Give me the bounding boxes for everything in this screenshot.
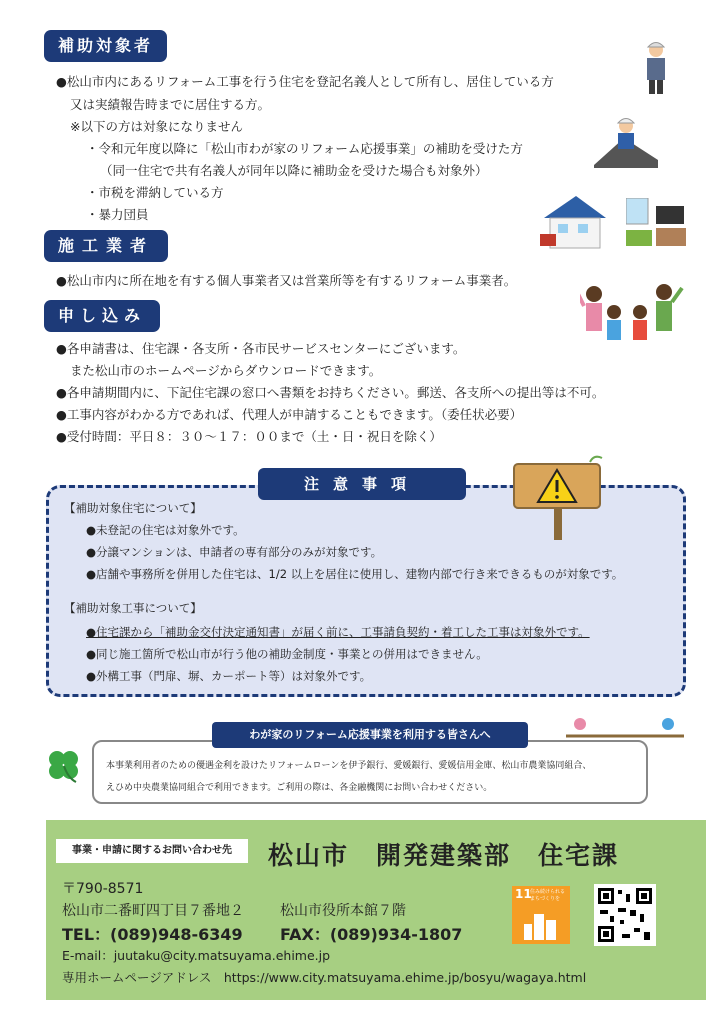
warning-sign-icon [512, 454, 608, 540]
apply-line: ●工事内容がわかる方であれば、代理人が申請することもできます。（委任状必要） [56, 407, 523, 422]
homepage-link[interactable]: 専用ホームページアドレス https://www.city.matsuyama.ehime.jp/bosyu/wagaya.html [62, 970, 587, 985]
notice-title: 注意事項 [258, 468, 466, 500]
target-line: （同一住宅で共有名義人が同年以降に補助金を受けた場合も対象外） [100, 163, 488, 178]
target-line: ・令和元年度以降に「松山市わが家のリフォーム応援事業」の補助を受けた方 [86, 141, 523, 156]
roofer-illustration [594, 110, 658, 168]
living-room-illustration [626, 198, 690, 250]
worker-illustration [640, 38, 672, 96]
house-item: ●未登記の住宅は対象外です。 [86, 523, 245, 537]
sdg-11-badge [512, 886, 570, 944]
work-item: ●外構工事（門扉、塀、カーポート等）は対象外です。 [86, 669, 372, 683]
birds-on-branch-illustration [566, 712, 686, 740]
building: 松山市役所本館７階 [280, 903, 406, 919]
house-heading: 【補助対象住宅について】 [64, 501, 202, 515]
contact-org: 松山市 開発建築部 住宅課 [268, 841, 620, 870]
loan-banner: わが家のリフォーム応援事業を利用する皆さんへ [212, 722, 528, 748]
target-line: 又は実績報告時までに居住する方。 [70, 97, 271, 112]
apply-line: ●受付時間：平日８：３０～１７：００まで（土・日・祝日を除く） [56, 429, 442, 444]
apply-line: ●各申請期間内に、下記住宅課の窓口へ書類をお持ちください。郵送、各支所への提出等は不可。 [56, 385, 605, 400]
postal-code: 〒790-8571 [62, 881, 144, 897]
address: 松山市二番町四丁目７番地２ [62, 903, 244, 919]
qr-code[interactable] [594, 884, 656, 946]
contact-footer [46, 820, 706, 1000]
work-item: ●同じ施工箇所で松山市が行う他の補助金制度・事業との併用はできません。 [86, 647, 488, 661]
clover-icon [44, 746, 84, 786]
fax: FAX：(089)934-1807 [280, 925, 463, 944]
house-illustration [538, 192, 608, 250]
city-buildings-icon [522, 912, 560, 940]
target-line: ※以下の方は対象になりません [70, 119, 243, 134]
section-contractor-heading: 施工業者 [44, 230, 168, 262]
loan-line: えひめ中央農業協同組合で利用できます。ご利用の際は、各金融機関にお問い合わせください。 [106, 783, 493, 793]
target-line: ・暴力団員 [86, 207, 149, 222]
house-item: ●分譲マンションは、申請者の専有部分のみが対象です。 [86, 545, 383, 559]
loan-line: 本事業利用者のための優遇金利を設けたリフォームローンを伊予銀行、愛媛銀行、愛媛信用金庫、松山市農業協同組合、 [106, 761, 592, 771]
email-link[interactable]: E-mail：juutaku@city.matsuyama.ehime.jp [62, 948, 331, 963]
loan-info-box [92, 740, 648, 804]
tel: TEL：(089)948-6349 [62, 925, 243, 944]
apply-line: また松山市のホームページからダウンロードできます。 [70, 363, 382, 378]
work-item: ●住宅課から「補助金交付決定通知書」が届く前に、工事請負契約・着工した工事は対象外です。 [86, 625, 590, 639]
house-item: ●店舗や事務所を併用した住宅は、1/2 以上を居住に使用し、建物内部で行き来できるものが対象です。 [86, 567, 624, 581]
section-target-heading: 補助対象者 [44, 30, 167, 62]
contractor-line: ●松山市内に所在地を有する個人事業者又は営業所等を有するリフォーム事業者。 [56, 273, 517, 288]
target-line: ・市税を滞納している方 [86, 185, 224, 200]
sdg-text: 住み続けられるまちづくりを [530, 889, 566, 902]
work-heading: 【補助対象工事について】 [64, 601, 202, 615]
sdg-number: 11 [515, 887, 532, 901]
apply-line: ●各申請書は、住宅課・各支所・各市民サービスセンターにございます。 [56, 341, 466, 356]
contact-tag: 事業・申請に関するお問い合わせ先 [56, 839, 248, 863]
section-apply-heading: 申し込み [44, 300, 160, 332]
target-line: ●松山市内にあるリフォーム工事を行う住宅を登記名義人として所有し、居住している方 [56, 74, 554, 89]
family-illustration [580, 282, 686, 354]
